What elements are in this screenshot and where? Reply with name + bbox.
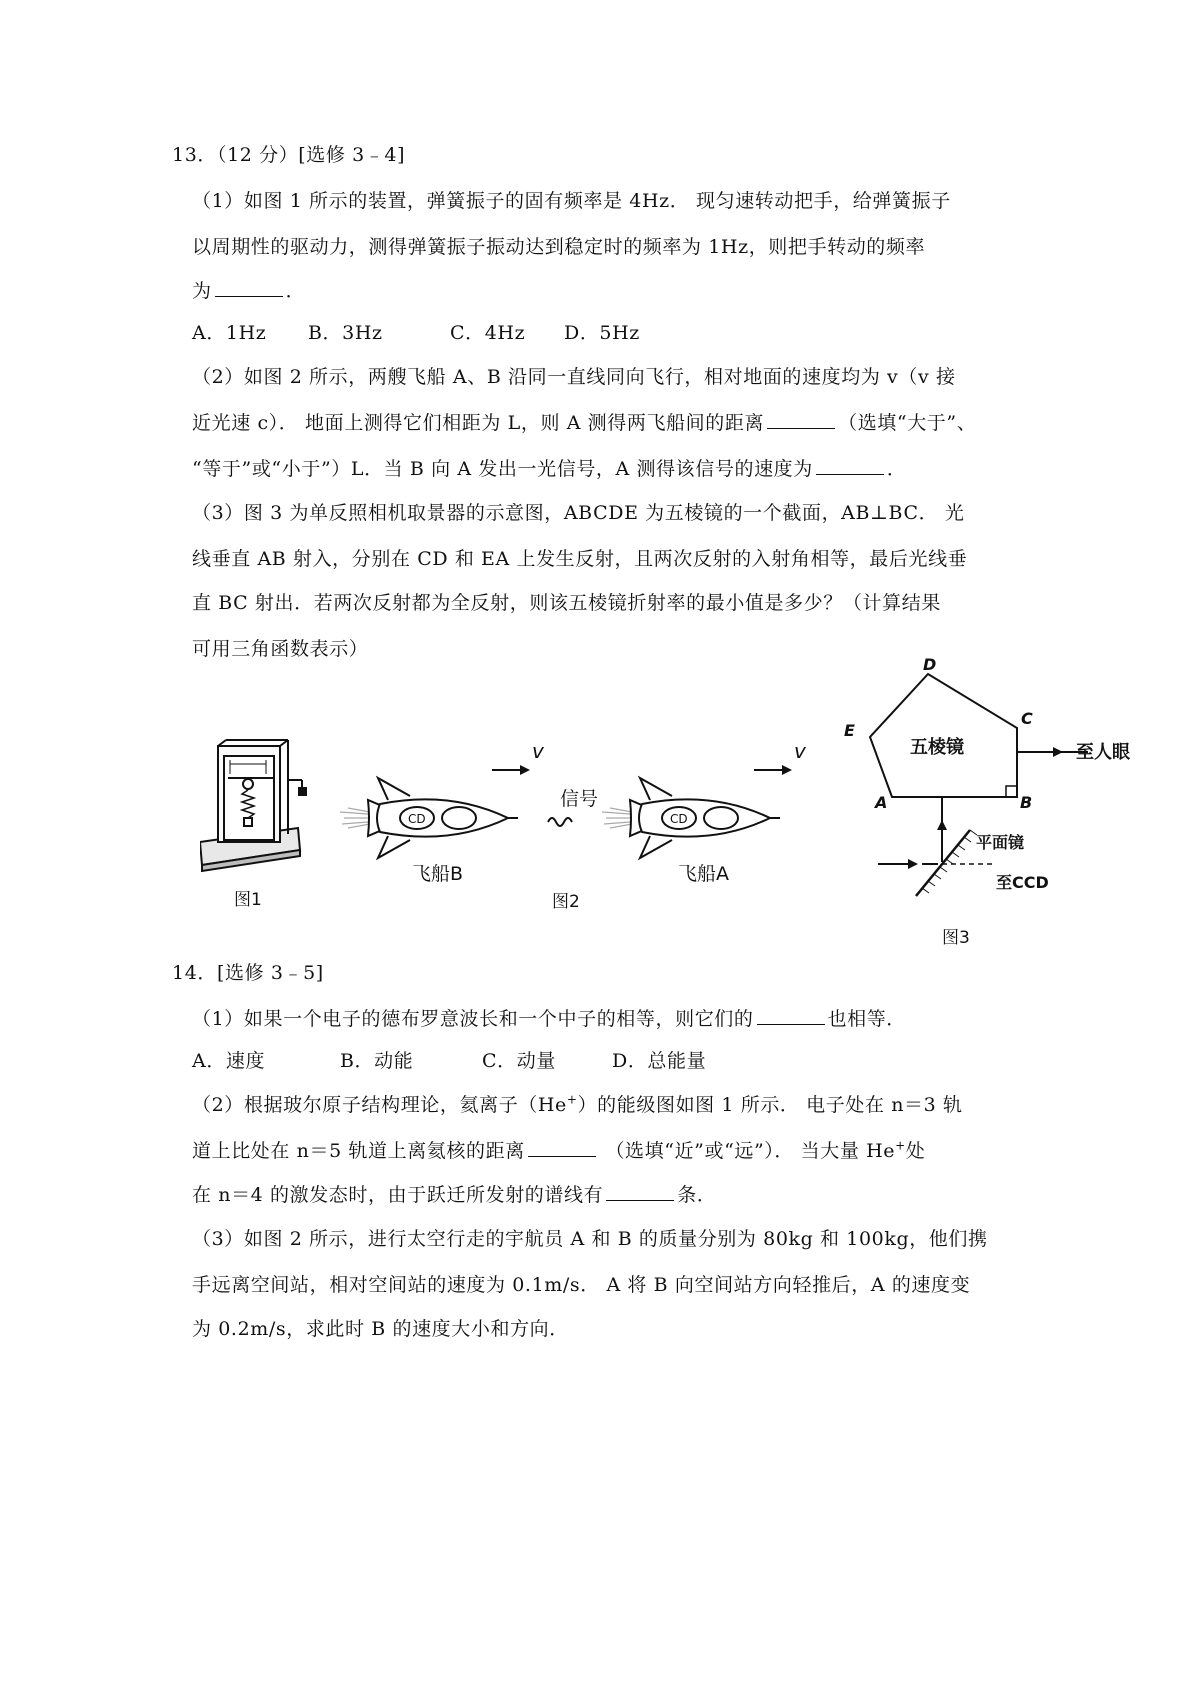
figures-1-2: [200, 700, 820, 930]
velocity-arrow-icon: [492, 765, 530, 775]
fig1-caption: 图1: [234, 890, 262, 910]
q14-p3-line2: 手远离空间站，相对空间站的速度为 0.1m/s． A 将 B 向空间站方向轻推后，A 的速度变: [192, 1274, 971, 1296]
q13-p3-line1: （3）图 3 为单反照相机取景器的示意图，ABCDE 为五棱镜的一个截面，AB⊥BC． 光: [192, 502, 965, 524]
figure-3: [830, 652, 1200, 952]
q14-p2-line1-pre: （2）根据玻尔原子结构理论，氦离子（He: [192, 1094, 567, 1116]
fig1-apparatus: [200, 740, 306, 871]
prism-outline: [870, 674, 1017, 797]
mirror-label: 平面镜: [976, 833, 1025, 852]
ship-b-icon: [340, 778, 518, 858]
q13-p2-line2-post: （选填“大于”、: [838, 412, 977, 434]
q13-p2-line3: [192, 456, 906, 482]
fig3-caption: 图3: [942, 928, 970, 948]
ship-a-label: 飞船A: [678, 863, 729, 885]
answer-blank: [606, 1182, 674, 1201]
q14-p2-line3-post: 条．: [677, 1184, 717, 1206]
q13-p1-line3-pre: 为: [192, 280, 212, 302]
option-d: D．5Hz: [564, 322, 640, 344]
point-d-label: D: [923, 655, 937, 674]
point-c-label: C: [1021, 709, 1033, 728]
q14-p2-line2-sup: +: [895, 1138, 906, 1153]
q14-p2-line3-pre: 在 n＝4 的激发态时，由于跃迁所发射的谱线有: [192, 1184, 604, 1206]
ship-b-label: 飞船B: [412, 863, 464, 885]
q13-p2-line1: （2）如图 2 所示，两艘飞船 A、B 沿同一直线同向飞行，相对地面的速度均为 v（v 接: [192, 366, 956, 388]
answer-blank: [215, 278, 283, 297]
option-a: A．速度: [192, 1050, 266, 1072]
q14-p2-line2-pre: 道上比处在 n＝5 轨道上离氦核的距离: [192, 1140, 525, 1162]
q14-p3-line1: （3）如图 2 所示，进行太空行走的宇航员 A 和 B 的质量分别为 80kg 和 100kg，他们携: [192, 1228, 988, 1250]
to-ccd-label: 至CCD: [996, 873, 1049, 892]
answer-blank: [767, 410, 835, 429]
q14-header: 14．[选修 3﹣5]: [172, 962, 324, 984]
q13-p1-line3: [192, 278, 305, 304]
q14-p2-line1-post: ）的能级图如图 1 所示． 电子处在 n＝3 轨: [577, 1094, 963, 1116]
q13-p3-line4: 可用三角函数表示）: [192, 638, 369, 660]
q14-p2-line1-sup: +: [566, 1092, 578, 1107]
q14-p1-line1-pre: （1）如果一个电子的德布罗意波长和一个中子的相等，则它们的: [192, 1008, 754, 1030]
answer-blank: [528, 1138, 596, 1157]
option-d: D．总能量: [612, 1050, 707, 1072]
option-b: B．动能: [340, 1050, 414, 1072]
q14-p2-line2-mid: （选填“近”或“远”）． 当大量 He: [598, 1140, 896, 1162]
q14-p2-line1: [192, 1092, 963, 1118]
point-a-label: A: [875, 793, 888, 812]
q14-p1-line1-post: 也相等．: [827, 1008, 906, 1030]
svg-text:CD: CD: [670, 812, 688, 826]
ship-a-icon: [602, 778, 780, 858]
q13-header: 13．（12 分）[选修 3﹣4]: [172, 144, 406, 166]
q13-p1-line1: （1）如图 1 所示的装置，弹簧振子的固有频率是 4Hz． 现匀速转动把手，给弹簧振子: [192, 190, 951, 212]
q14-p3-line3: 为 0.2m/s，求此时 B 的速度大小和方向．: [192, 1318, 569, 1340]
velocity-arrow-icon: [754, 765, 792, 775]
q14-p2-line2: [192, 1138, 925, 1164]
option-c: C．动量: [482, 1050, 556, 1072]
velocity-label-1: v: [532, 739, 544, 763]
q13-p2-line2: [192, 410, 976, 436]
fig2-caption: 图2: [552, 892, 580, 912]
to-eye-label: 至人眼: [1076, 742, 1130, 763]
q13-p3-line3: 直 BC 射出．若两次反射都为全反射，则该五棱镜折射率的最小值是多少？（计算结果: [192, 592, 941, 614]
svg-text:CD: CD: [408, 812, 426, 826]
q14-p2-line3: [192, 1182, 716, 1208]
q14-p1-line1: [192, 1006, 906, 1032]
q13-p1-line3-post: ．: [285, 280, 306, 302]
option-a: A．1Hz: [192, 322, 267, 344]
prism-label: 五棱镜: [910, 737, 964, 758]
q13-p2-line2-pre: 近光速 c）． 地面上测得它们相距为 L，则 A 测得两飞船间的距离: [192, 412, 765, 434]
answer-blank: [816, 456, 884, 475]
point-e-label: E: [844, 721, 855, 740]
answer-blank: [757, 1006, 825, 1025]
point-b-label: B: [1020, 793, 1033, 812]
q13-p2-line3-pre: “等于”或“小于”）L．当 B 向 A 发出一光信号，A 测得该信号的速度为: [192, 458, 813, 480]
signal-label: 信号: [560, 788, 599, 810]
q13-p3-line2: 线垂直 AB 射入，分别在 CD 和 EA 上发生反射，且两次反射的入射角相等，最后光线垂: [192, 548, 968, 570]
q13-p2-line3-post: ．: [886, 458, 907, 480]
q13-p1-line2: 以周期性的驱动力，测得弹簧振子振动达到稳定时的频率为 1Hz，则把手转动的频率: [192, 236, 926, 258]
option-c: C．4Hz: [450, 322, 526, 344]
option-b: B．3Hz: [308, 322, 383, 344]
signal-wave-icon: [548, 818, 572, 826]
q14-p2-line2-post: 处: [905, 1140, 926, 1162]
velocity-label-2: v: [794, 739, 806, 763]
